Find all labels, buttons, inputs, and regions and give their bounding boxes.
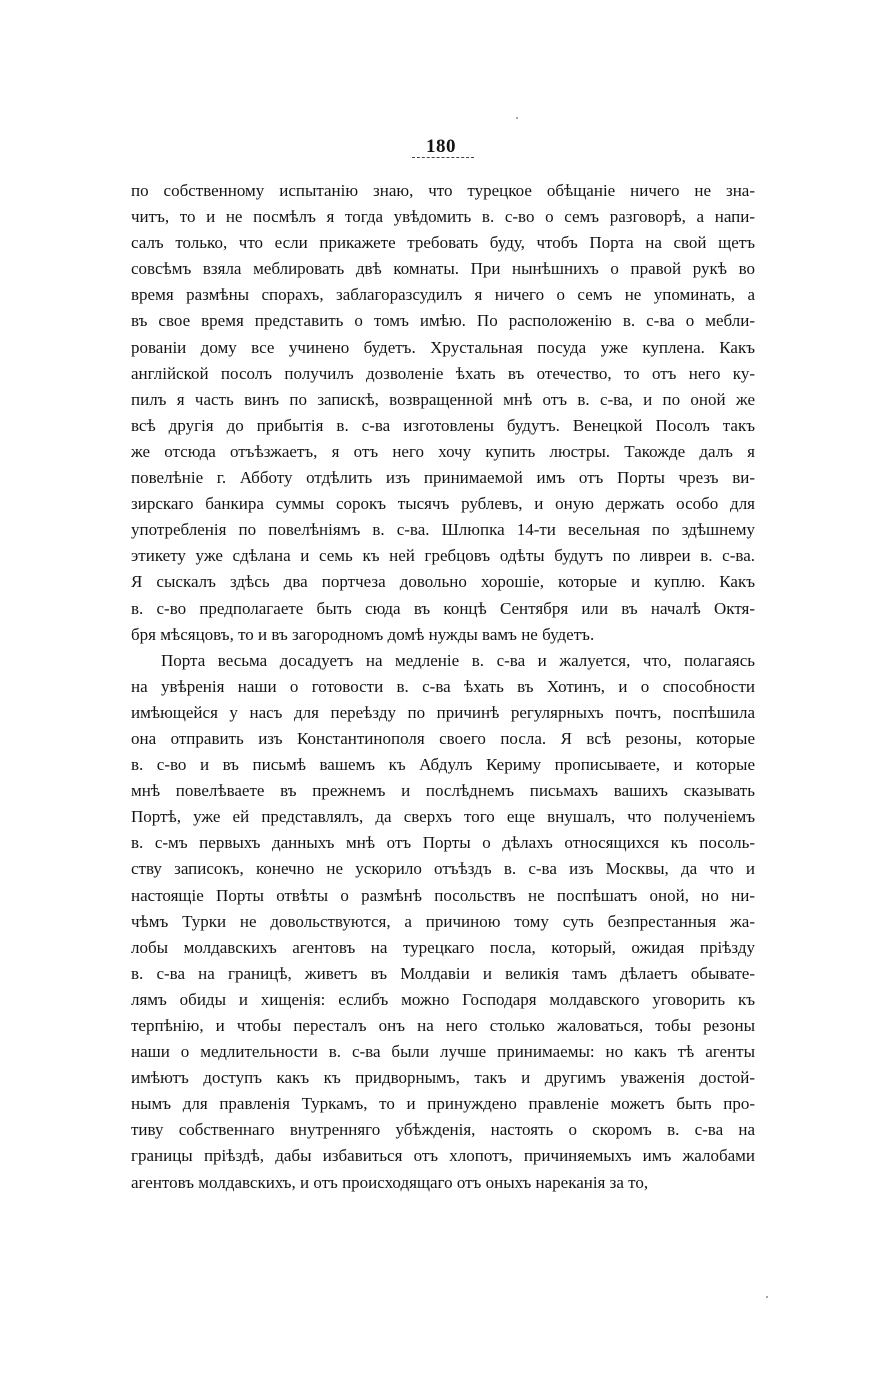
page-number-rule	[412, 157, 474, 158]
text-line: имѣютъ доступъ какъ къ придворнымъ, такъ и другимъ уваженія достой-	[131, 1068, 755, 1088]
text-line: лямъ обиды и хищенія: еслибъ можно Господаря молдавского уговорить къ	[131, 989, 755, 1009]
text-line: ству записокъ, конечно не ускорило отъѣздъ в. с-ва изъ Москвы, да что и	[131, 859, 755, 879]
text-line: совсѣмъ взяла меблировать двѣ комнаты. При нынѣшнихъ о правой рукѣ во	[131, 259, 755, 279]
text-line: лобы молдавскихъ агентовъ на турецкаго посла, который, ожидая пріѣзду	[131, 937, 755, 957]
text-line: на увѣренія наши о готовости в. с-ва ѣхать въ Хотинъ, и о способности	[131, 676, 755, 696]
text-line: по собственному испытанію знаю, что турецкое обѣщаніе ничего не зна-	[131, 181, 755, 200]
text-line: повелѣніе г. Абботу отдѣлить изъ принимаемой имъ отъ Порты чрезъ ви-	[131, 468, 755, 488]
text-line: пилъ я часть винъ по запискѣ, возвращенной мнѣ отъ в. с-ва, и по оной же	[131, 389, 755, 409]
text-line: нымъ для правленія Туркамъ, то и принуждено правленіе можетъ быть про-	[131, 1094, 755, 1114]
text-line: границы пріѣздѣ, дабы избавиться отъ хлопотъ, причиняемыхъ имъ жалобами	[131, 1146, 755, 1166]
text-line: наши о медлительности в. с-ва были лучше принимаемы: но какъ тѣ агенты	[131, 1042, 755, 1062]
text-line: употребленія по повелѣніямъ в. с-ва. Шлюпка 14-ти весельная по здѣшнему	[131, 520, 755, 540]
text-line: читъ, то и не посмѣлъ я тогда увѣдомить в. с-во о семъ разговорѣ, а напи-	[131, 207, 755, 227]
text-line: чѣмъ Турки не довольствуются, а причиною тому суть безпрестанныя жа-	[131, 911, 755, 931]
text-line: зирскаго банкира суммы сорокъ тысячъ рублевъ, и оную держать особо для	[131, 494, 755, 514]
text-line: тиву собственнаго внутренняго убѣжденія, настоять о скоромъ в. с-ва на	[131, 1120, 755, 1140]
text-line: же отсюда отъѣзжаетъ, я отъ него хочу купить люстры. Такожде далъ я	[131, 441, 755, 461]
text-line: в. с-мъ первыхъ данныхъ мнѣ отъ Порты о дѣлахъ относящихся къ посоль-	[131, 833, 755, 853]
page-text	[131, 178, 755, 1196]
page-number: 180	[426, 136, 456, 157]
text-line: въ свое время представить о томъ имѣю. По расположенію в. с-ва о мебли-	[131, 311, 755, 331]
text-line: в. с-ва на границѣ, живетъ въ Молдавіи и великія тамъ дѣлаетъ обывате-	[131, 963, 755, 983]
text-line: мнѣ повелѣваете въ прежнемъ и послѣднемъ письмахъ вашихъ сказывать	[131, 781, 755, 801]
text-line: всѣ другія до прибытія в. с-ва изготовлены будутъ. Венецкой Посолъ такъ	[131, 415, 755, 435]
text-line: Я сыскалъ здѣсь два портчеза довольно хорошіе, которые и куплю. Какъ	[131, 572, 755, 592]
text-line: англійской посолъ получилъ дозволеніе ѣхать въ отечество, то отъ него ку-	[131, 363, 755, 383]
text-line: имѣющейся у насъ для переѣзду по причинѣ регулярныхъ почтъ, поспѣшила	[131, 702, 755, 722]
text-line: она отправить изъ Константинополя своего посла. Я всѣ резоны, которые	[131, 728, 755, 748]
text-line: рованіи дому все учинено будетъ. Хрустальная посуда уже куплена. Какъ	[131, 337, 755, 357]
text-line: бря мѣсяцовъ, то и въ загородномъ домѣ нужды вамъ не будетъ.	[131, 624, 595, 644]
text-line: настоящіе Порты отвѣты о размѣнѣ посольствъ не поспѣшатъ оной, но ни-	[131, 885, 755, 905]
text-line: этикету уже сдѣлана и семь къ ней гребцовъ одѣты будутъ по ливреи в. с-ва.	[131, 546, 755, 566]
text-line: время размѣны спорахъ, заблагоразсудилъ я ничего о семъ не упоминать, а	[131, 285, 755, 305]
scan-speck	[516, 117, 518, 119]
text-line: в. с-во и въ письмѣ вашемъ къ Абдулъ Кериму прописываете, и которые	[131, 755, 755, 775]
text-line: в. с-во предполагаете быть сюда въ концѣ Сентября или въ началѣ Октя-	[131, 598, 755, 618]
text-line: терпѣнію, и чтобы пересталъ онъ на него столько жаловаться, тобы резоны	[131, 1016, 755, 1035]
text-line: Портѣ, уже ей представлялъ, да сверхъ того еще внушалъ, что полученіемъ	[131, 807, 755, 827]
text-line: салъ только, что если прикажете требовать буду, чтобъ Порта на свой щетъ	[131, 233, 755, 253]
text-line: агентовъ молдавскихъ, и отъ происходящаго отъ оныхъ нареканія за то,	[131, 1172, 649, 1192]
scan-speck	[766, 1296, 768, 1298]
text-line: Порта весьма досадуетъ на медленіе в. с-ва и жалуется, что, полагаясь	[161, 650, 755, 670]
